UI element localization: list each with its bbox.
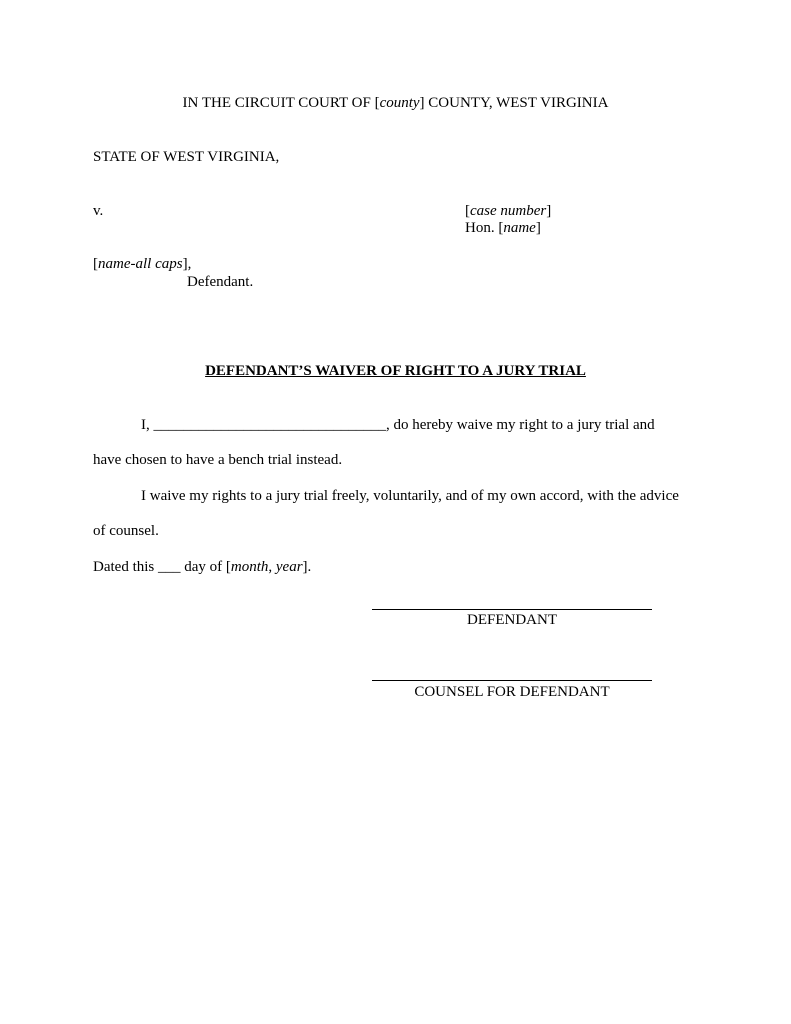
court-heading-prefix: IN THE CIRCUIT COURT OF [ — [182, 95, 380, 111]
court-heading-suffix: ] COUNTY, WEST VIRGINIA — [419, 95, 609, 111]
paragraph-1-line-1: I, _______________________________, do hereby waive my right to a jury trial and — [141, 417, 655, 433]
dated-suffix: ]. — [302, 559, 312, 575]
defendant-name — [93, 255, 191, 273]
judge-name-placeholder: name — [503, 220, 536, 236]
case-number — [465, 202, 551, 220]
dated-line — [93, 558, 311, 576]
defendant-signature-label: DEFENDANT — [467, 612, 557, 628]
county-placeholder: county — [379, 95, 420, 111]
paragraph-2-line-2: of counsel. — [93, 523, 159, 539]
case-number-close: ] — [546, 203, 552, 219]
counsel-signature-line — [372, 680, 652, 681]
judge-prefix: Hon. [ — [465, 220, 504, 236]
month-placeholder: month — [230, 559, 269, 575]
defendant-name-open: [ — [93, 256, 98, 272]
defendant-signature-line — [372, 609, 652, 610]
dated-separator: , — [268, 559, 276, 575]
judge — [465, 219, 541, 237]
defendant-name-close: ], — [182, 256, 192, 272]
defendant-label: Defendant. — [187, 274, 254, 290]
paragraph-2-line-1: I waive my rights to a jury trial freely, voluntarily, and of my own accord, with the advice — [141, 488, 679, 504]
case-number-placeholder: case number — [470, 203, 547, 219]
judge-close: ] — [535, 220, 541, 236]
document-title: DEFENDANT’S WAIVER OF RIGHT TO A JURY TRIAL — [205, 363, 586, 379]
case-number-open: [ — [465, 203, 470, 219]
counsel-signature-label: COUNSEL FOR DEFENDANT — [414, 684, 610, 700]
versus: v. — [93, 203, 104, 219]
defendant-name-placeholder: name-all caps — [98, 256, 183, 272]
year-placeholder: year — [275, 559, 303, 575]
paragraph-1-line-2: have chosen to have a bench trial instead. — [93, 452, 343, 468]
dated-prefix: Dated this ___ day of [ — [93, 559, 231, 575]
court-heading — [0, 94, 791, 112]
plaintiff: STATE OF WEST VIRGINIA, — [93, 149, 280, 165]
